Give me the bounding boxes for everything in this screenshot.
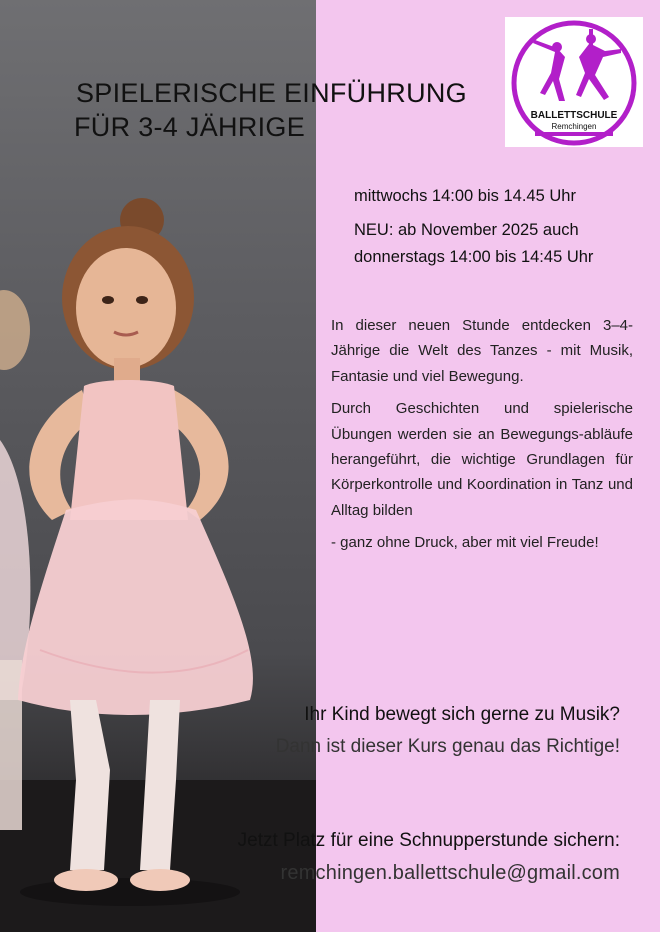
schedule-line-3: donnerstags 14:00 bis 14:45 Uhr	[354, 248, 594, 266]
logo-location-text: Remchingen	[551, 122, 597, 131]
title-line-1: SPIELERISCHE EINFÜHRUNG	[76, 78, 467, 108]
schedule-line-2: NEU: ab November 2025 auch	[354, 221, 579, 239]
schedule-block	[354, 183, 593, 271]
schedule-line-1: mittwochs 14:00 bis 14.45 Uhr	[354, 187, 576, 205]
title-line-2: FÜR 3-4 JÄHRIGE	[74, 112, 306, 142]
trial-lesson-cta: Jetzt Platz für eine Schnupperstunde sichern:	[237, 830, 620, 851]
flyer-title	[76, 76, 467, 144]
description-paragraph-2: Durch Geschichten und spielerische Übungen werden sie an Bewegungs-abläufe herangeführt, die wichtige Grundlagen für Körperkontrolle und Koordination in Tanz und Alltag bilden	[331, 400, 633, 519]
girl-dancer-illustration	[0, 180, 316, 932]
description-paragraph-3: - ganz ohne Druck, aber mit viel Freude!	[331, 534, 599, 552]
question-line-1: Ihr Kind bewegt sich gerne zu Musik?	[304, 704, 620, 725]
contact-email[interactable]: remchingen.ballettschule@gmail.com	[280, 862, 620, 884]
question-line-2: Dann ist dieser Kurs genau das Richtige!	[275, 736, 620, 757]
course-description	[331, 313, 633, 563]
logo-emblem	[505, 17, 643, 147]
ballettschule-logo	[505, 17, 643, 147]
description-paragraph-1: In dieser neuen Stunde entdecken 3–4-Jährige die Welt des Tanzes - mit Musik, Fantasie und viel Bewegung.	[331, 317, 633, 385]
logo-name-text: BALLETTSCHULE	[530, 110, 618, 121]
